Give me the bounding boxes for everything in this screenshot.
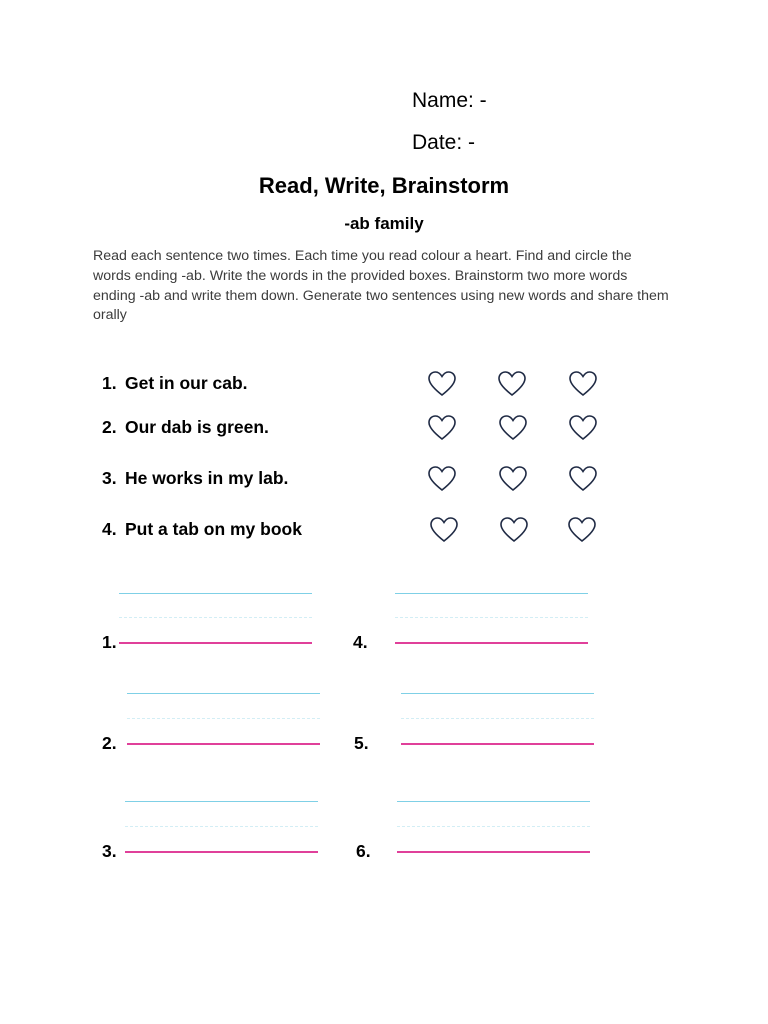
writing-line-number: 5. — [354, 733, 369, 753]
guide-base-line — [397, 851, 590, 853]
page-subtitle: -ab family — [344, 214, 424, 233]
writing-line-number: 6. — [356, 841, 371, 861]
date-field: Date: - — [412, 131, 476, 154]
guide-base-line — [125, 851, 318, 853]
heart-outline-icon[interactable] — [568, 465, 598, 493]
guide-mid-line — [401, 718, 594, 719]
guide-base-line — [127, 743, 320, 745]
writing-line-number: 1. — [102, 632, 117, 652]
page-title: Read, Write, Brainstorm — [258, 173, 510, 198]
guide-mid-line — [119, 617, 312, 618]
sentence-number: 1. — [102, 373, 117, 393]
heart-outline-icon[interactable] — [427, 370, 457, 398]
guide-base-line — [401, 743, 594, 745]
writing-line-number: 4. — [353, 632, 368, 652]
heart-outline-icon[interactable] — [498, 414, 528, 442]
sentence-text: He works in my lab. — [125, 468, 289, 488]
writing-line-number: 3. — [102, 841, 117, 861]
heart-outline-icon[interactable] — [568, 370, 598, 398]
heart-outline-icon[interactable] — [568, 414, 598, 442]
guide-base-line — [395, 642, 588, 644]
heart-outline-icon[interactable] — [429, 516, 459, 544]
heart-outline-icon[interactable] — [427, 465, 457, 493]
sentence-number: 3. — [102, 468, 117, 488]
guide-top-line — [395, 593, 588, 594]
heart-outline-icon[interactable] — [427, 414, 457, 442]
heart-outline-icon[interactable] — [567, 516, 597, 544]
sentence-text: Get in our cab. — [125, 373, 248, 393]
guide-top-line — [119, 593, 312, 594]
guide-mid-line — [127, 718, 320, 719]
guide-mid-line — [397, 826, 590, 827]
name-field: Name: - — [412, 89, 487, 112]
heart-outline-icon[interactable] — [499, 516, 529, 544]
guide-top-line — [127, 693, 320, 694]
sentence-number: 2. — [102, 417, 117, 437]
sentence-text: Our dab is green. — [125, 417, 269, 437]
guide-base-line — [119, 642, 312, 644]
guide-top-line — [397, 801, 590, 802]
heart-outline-icon[interactable] — [498, 465, 528, 493]
guide-mid-line — [125, 826, 318, 827]
writing-line-number: 2. — [102, 733, 117, 753]
instructions-text: Read each sentence two times. Each time you read colour a heart. Find and circle the words ending -ab. Write the words in the provided boxes. Brainstorm two more words ending -ab and write them down. Generate two sentences using new words and share them orally — [93, 248, 669, 324]
guide-top-line — [401, 693, 594, 694]
guide-top-line — [125, 801, 318, 802]
heart-outline-icon[interactable] — [497, 370, 527, 398]
sentence-number: 4. — [102, 519, 117, 539]
guide-mid-line — [395, 617, 588, 618]
sentence-text: Put a tab on my book — [125, 519, 302, 539]
